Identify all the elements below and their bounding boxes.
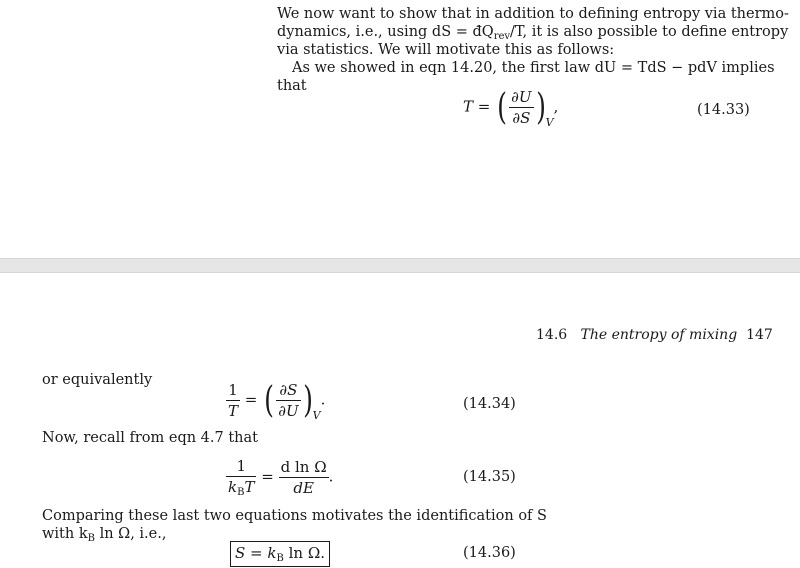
equation-14-33: T = ( $\frac{\partial U}{\partial S}$ )$_V$, — [463, 86, 559, 129]
equation-14-34: $\frac{1}{T}$ = ( $\frac{\partial S}{\partial U}$ )$_V$. — [228, 379, 326, 422]
bottom-page — [0, 273, 800, 568]
equation-number-14-36: (14.36) — [463, 545, 516, 561]
paragraph-line-2: dynamics, i.e., using dS = $đQ_{rev}/T$, it is also possible to define entropy — [277, 24, 789, 42]
running-head: 14.6 The entropy of mixing 147 — [536, 327, 773, 343]
text-comparing-line-1: Comparing these last two equations motivates the identification of S — [42, 508, 547, 524]
text-or-equivalently: or equivalently — [42, 372, 153, 388]
equation-number-14-33: (14.33) — [697, 102, 750, 118]
equation-14-35: $\frac{1}{k_BT}$ = $\frac{\text{d ln Ω}}{dE}$ . — [228, 457, 334, 498]
page-separator — [0, 258, 800, 273]
top-page — [0, 0, 800, 258]
paragraph-line-4: As we showed in eqn 14.20, the first law dU = TdS − pdV implies — [292, 60, 775, 76]
equation-number-14-34: (14.34) — [463, 396, 516, 412]
text-recall: Now, recall from eqn 4.7 that — [42, 430, 258, 446]
paragraph-line-5: that — [277, 78, 307, 94]
paragraph-line-1: We now want to show that in addition to defining entropy via thermo- — [277, 6, 789, 22]
text-comparing-line-2: with $k_B$ ln Ω, i.e., — [42, 526, 167, 544]
paragraph-line-3: via statistics. We will motivate this as follows: — [277, 42, 615, 58]
equation-14-36: $S = k_B$ ln Ω. — [230, 541, 330, 567]
equation-number-14-35: (14.35) — [463, 469, 516, 485]
